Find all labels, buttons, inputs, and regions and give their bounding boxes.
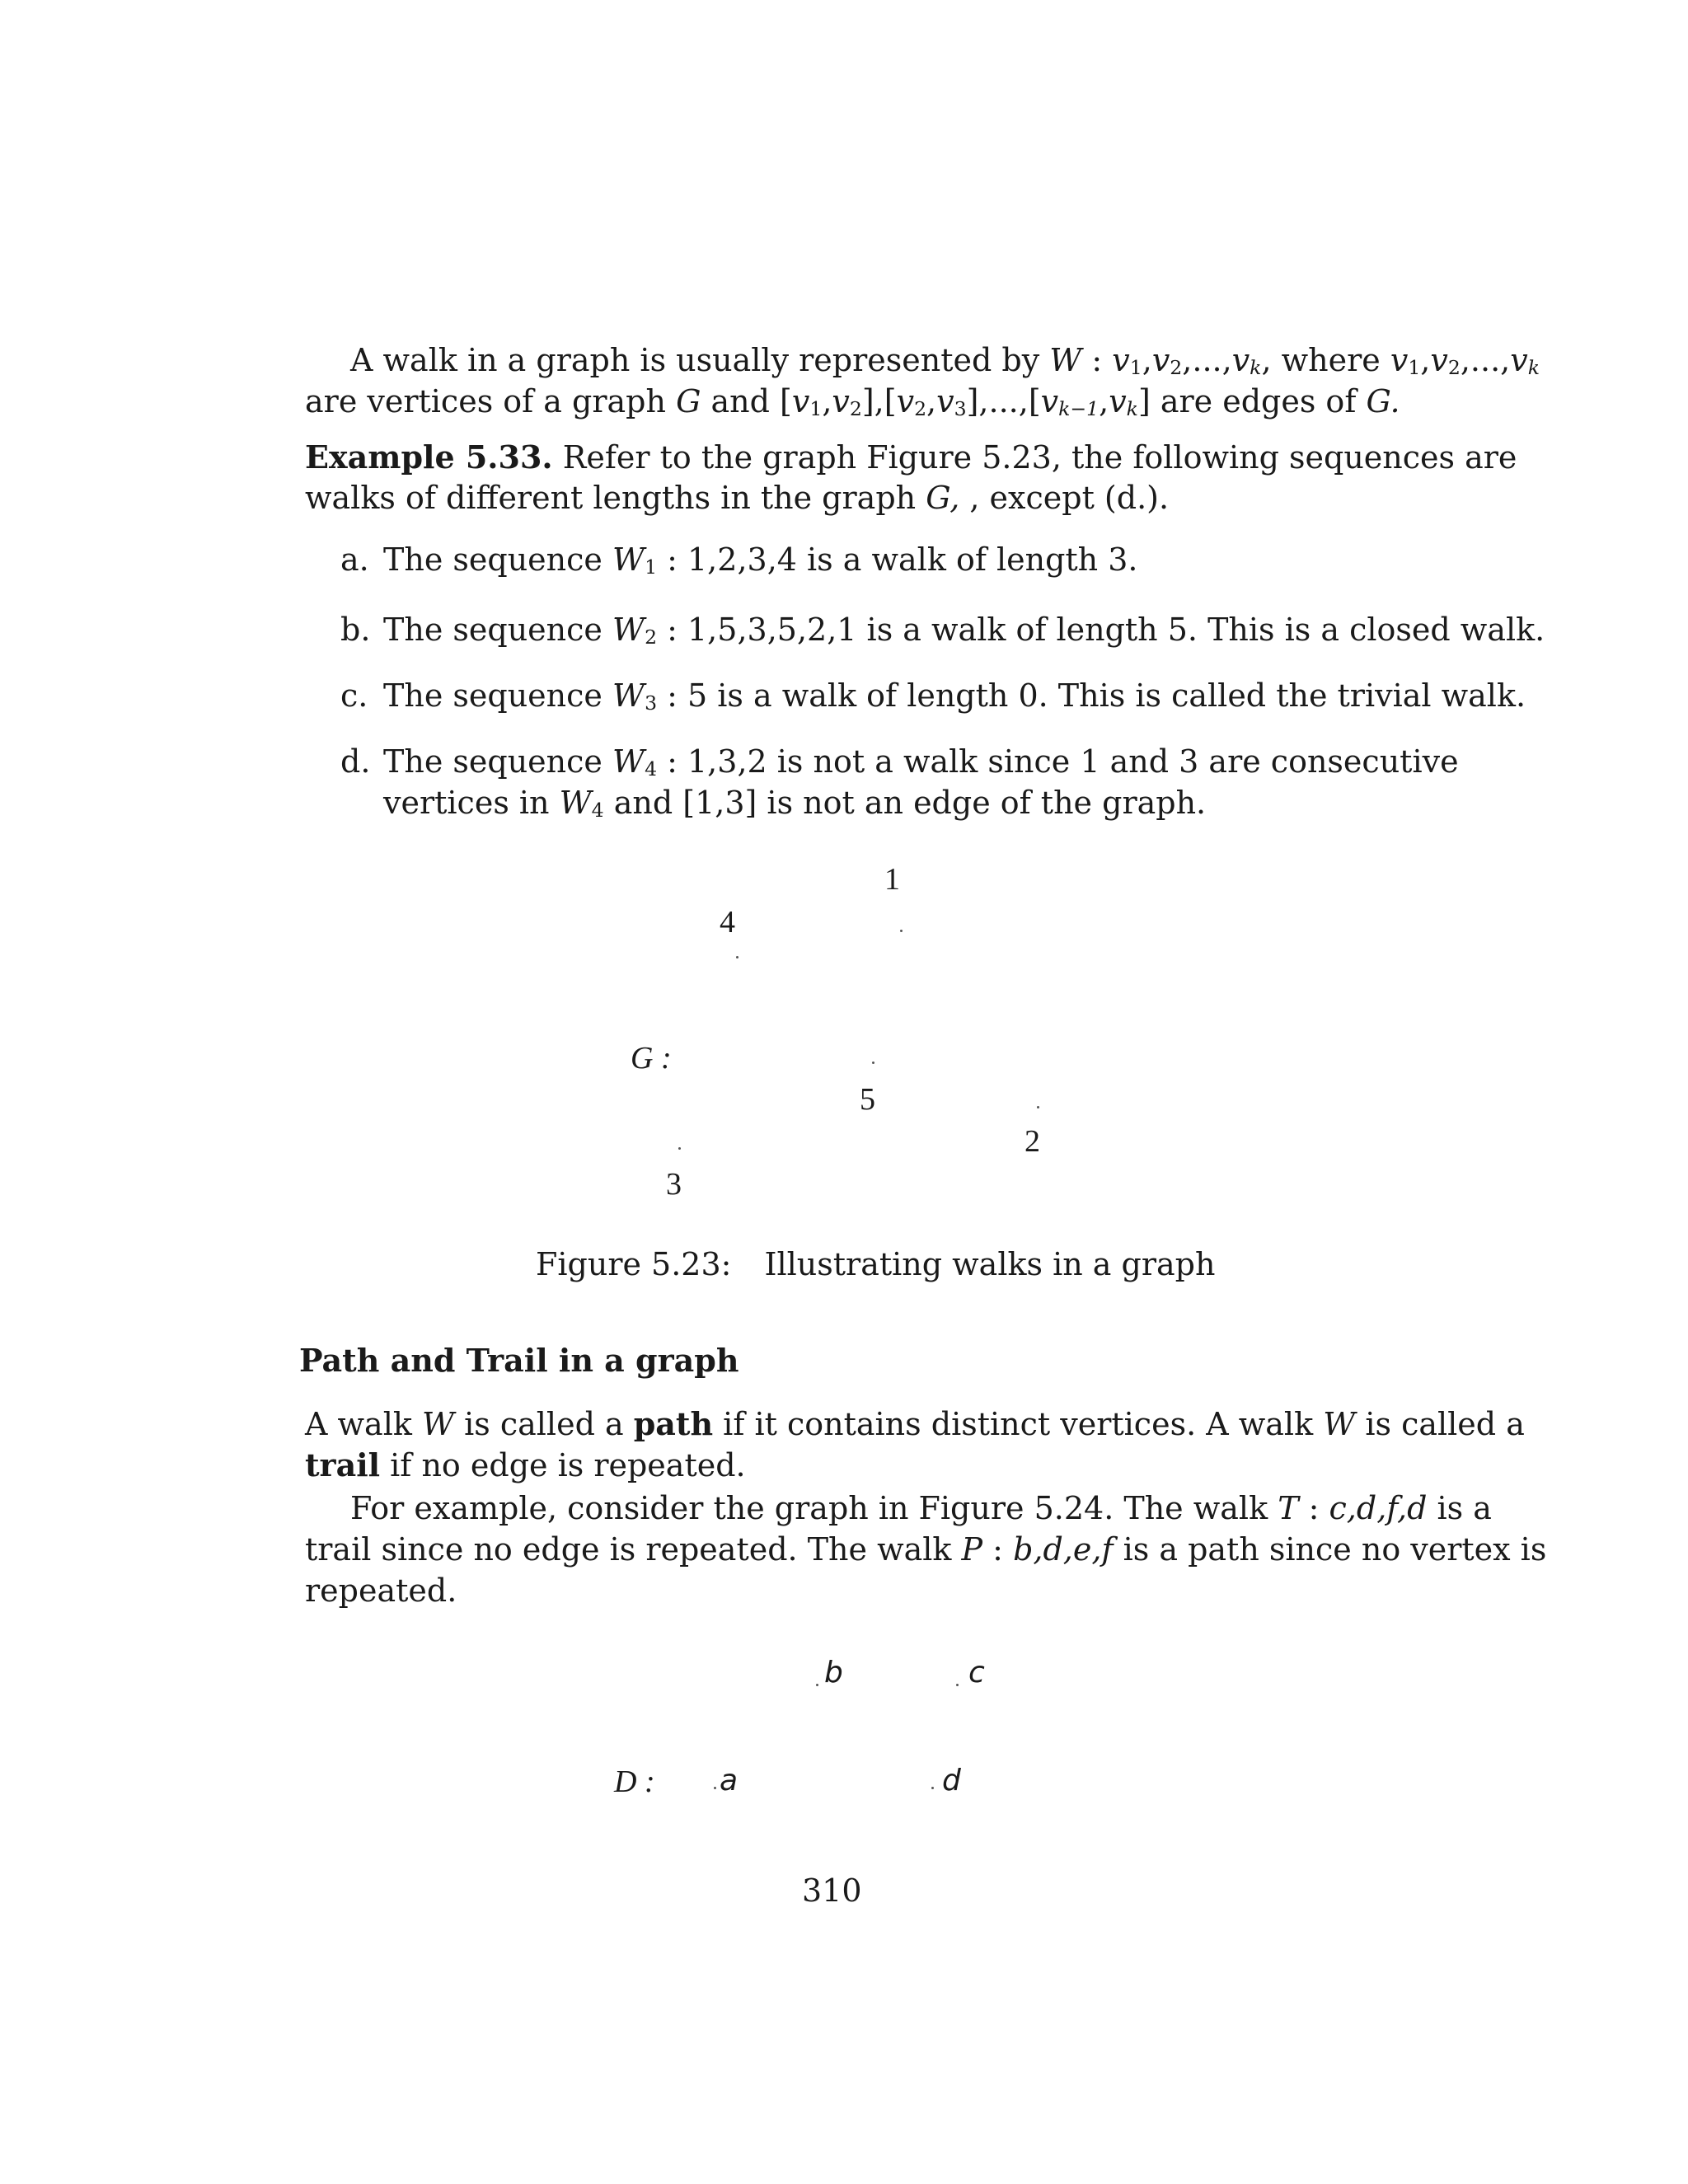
vertex-dot-c [956,1684,959,1686]
section-p2-line-3: repeated. [305,1572,457,1609]
vertex-label-c: c [968,1656,985,1690]
vertex-dot-a [714,1787,716,1789]
vertex-dot-3 [678,1147,681,1150]
section-p2-line-2: trail since no edge is repeated. The walk P : b,d,e,f is a path since no vertex is [305,1531,1547,1568]
section-p1-line-2: trail if no edge is repeated. [305,1446,746,1483]
vertex-label-4: 4 [720,905,735,940]
intro-line-1: A walk in a graph is usually represented by W : v1,v2,...,vk, where v1,v2,...,vk [350,342,1540,380]
page-number: 310 [802,1872,862,1909]
vertex-dot-d [931,1787,934,1789]
example-line-2: walks of different lengths in the graph G, , except (d.). [305,480,1170,516]
vertex-dot-2 [1037,1106,1039,1108]
vertex-label-2: 2 [1025,1124,1040,1159]
vertex-dot-b [816,1684,818,1686]
vertex-label-1: 1 [884,862,900,897]
intro-line-2: are vertices of a graph G and [v1,v2],[v2,v3],...,[vk−1,vk] are edges of G. [305,383,1400,421]
section-heading: Path and Trail in a graph [299,1342,739,1379]
graph-label-g: G : [631,1041,672,1076]
vertex-dot-5 [872,1062,874,1064]
document-page: A walk in a graph is usually represented by W : v1,v2,...,vk, where v1,v2,...,vk are vertices of a graph G and [v1,v2],[v2,v3],...,[vk−1,vk] are edges of G. Example 5.33. Refer to the graph Figure 5.23, the following sequences are walks of different lengths in the graph G, , except (d.). a. The sequence W1 : 1,2,3,4 is a walk of length 3. b. The sequence W2 : 1,5,3,5,2,1 is a walk of length 5. This is a closed walk. c. The sequence W3 : 5 is a walk of length 0. This is called the trivial walk. d. The sequence W4 : 1,3,2 is not a walk since 1 and 3 are consecutive vertices in W4 and [1,3] is not an edge of the graph. 1 4 G : 5 2 3 Figure 5.23: Illustrating walks in a graph Path and Trail in a graph A walk W is called a path if it contains distinct vertices. A walk W is called a trail if no edge is repeated. For example, consider the graph in Figure 5.24. The walk T : c,d,f,d is a trail since no edge is repeated. The walk P : b,d,e,f is a path since no vertex is repeated. b c D : a d 310 [299,342,1547,1909]
vertex-dot-4 [736,956,738,958]
example-line-1: Example 5.33. Refer to the graph Figure 5.23, the following sequences are [305,438,1517,476]
vertex-label-b: b [824,1656,843,1690]
example-title: Example 5.33. [305,438,553,476]
graph-label-d: D : [614,1765,655,1799]
vertex-dot-1 [900,930,903,932]
figure-caption: Figure 5.23: Illustrating walks in a graph [536,1246,1216,1282]
vertex-label-5: 5 [860,1082,875,1117]
section-p2-line-1: For example, consider the graph in Figure 5.24. The walk T : c,d,f,d is a [350,1490,1492,1526]
vertex-label-3: 3 [666,1167,682,1202]
section-p1-line-1: A walk W is called a path if it contains distinct vertices. A walk W is called a [305,1405,1525,1442]
vertex-label-d: d [942,1764,961,1797]
vertex-label-a: a [720,1764,738,1797]
